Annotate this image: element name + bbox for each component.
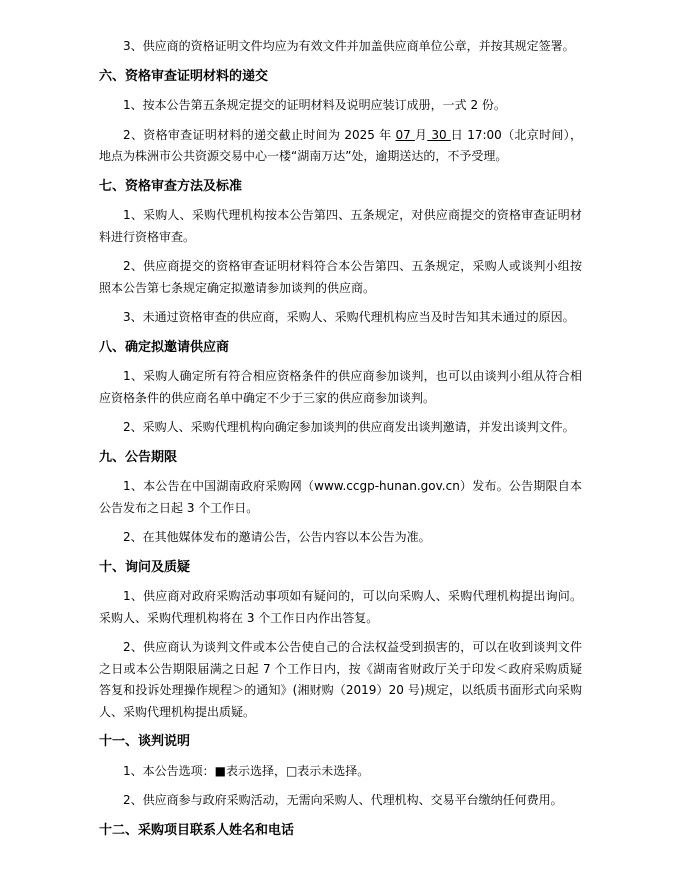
paragraph — [99, 586, 582, 629]
paragraph — [99, 366, 582, 409]
section-heading — [99, 731, 582, 753]
text-run: 1、采购人确定所有符合相应资格条件的供应商参加谈判，也可以由谈判小组从符合相应资格条件的供应商名单中确定不少于三家的供应商参加谈判。 — [99, 369, 582, 405]
text-run: 1、本公告在中国湖南政府采购网（www.ccgp-hunan.gov.cn）发布。公告期限自本公告发布之日起 3 个工作日。 — [99, 479, 582, 515]
text-run: 2、资格审查证明材料的递交截止时间为 2025 年 — [123, 127, 396, 142]
text-run: 月 — [414, 127, 428, 142]
text-run: 2、供应商参与政府采购活动，无需向采购人、代理机构、交易平台缴纳任何费用。 — [123, 793, 563, 807]
text-run: 3、供应商的资格证明文件均应为有效文件并加盖供应商单位公章，并按其规定签署。 — [123, 39, 575, 53]
section-heading — [99, 820, 582, 842]
text-run: 2、采购人、采购代理机构向确定参加谈判的供应商发出谈判邀请，并发出谈判文件。 — [123, 420, 575, 434]
paragraph — [99, 417, 582, 439]
text-run: 2、供应商认为谈判文件或本公告使自己的合法权益受到损害的，可以在收到谈判文件之日或本公告期限届满之日起 7 个工作日内，按《湖南省财政厅关于印发＜政府采购质疑答复和投诉处理操作规程＞的通知》(湘财购（2019）20 号)规定，以纸质书面形式向采购人、采购代理机构提出质疑。 — [99, 640, 582, 719]
section-heading — [99, 176, 582, 198]
text-run: 3、未通过资格审查的供应商，采购人、采购代理机构应当及时告知其未通过的原因。 — [123, 310, 575, 324]
text-run: 九、公告期限 — [99, 449, 178, 465]
paragraph — [99, 256, 582, 299]
section-heading — [99, 557, 582, 579]
paragraph — [99, 36, 582, 58]
text-run: 2、在其他媒体发布的邀请公告，公告内容以本公告为准。 — [123, 530, 431, 544]
paragraph — [99, 476, 582, 519]
text-run: 七、资格审查方法及标准 — [99, 178, 243, 194]
section-heading — [99, 447, 582, 469]
paragraph — [99, 761, 582, 783]
text-run: 1、本公告选项：■表示选择，□表示未选择。 — [123, 763, 370, 778]
paragraph — [99, 527, 582, 549]
section-heading — [99, 66, 582, 88]
underlined-date-field: 30 — [427, 127, 451, 142]
text-run: 十二、采购项目联系人姓名和电话 — [99, 822, 295, 838]
underlined-date-field: 07 — [395, 127, 415, 142]
text-run: 1、采购人、采购代理机构按本公告第四、五条规定，对供应商提交的资格审查证明材料进行资格审查。 — [99, 208, 582, 244]
text-run: 1、按本公告第五条规定提交的证明材料及说明应装订成册，一式 2 份。 — [123, 98, 506, 112]
section-heading — [99, 337, 582, 359]
document-content — [99, 36, 582, 841]
paragraph — [99, 637, 582, 723]
text-run: 1、供应商对政府采购活动事项如有疑问的，可以向采购人、采购代理机构提出询问。采购人、采购代理机构将在 3 个工作日内作出答复。 — [99, 589, 582, 625]
text-run: 六、资格审查证明材料的递交 — [99, 68, 269, 84]
paragraph — [99, 205, 582, 248]
paragraph — [99, 790, 582, 812]
text-run: 十、询问及质疑 — [99, 559, 191, 575]
text-run: 十一、谈判说明 — [99, 734, 191, 749]
paragraph — [99, 307, 582, 329]
text-run: 日 17:00（北京时间），地点为株洲市公共资源交易中心一楼“湖南万达”处，逾期送达的，不予受理。 — [99, 127, 582, 163]
paragraph — [99, 125, 582, 168]
paragraph — [99, 95, 582, 117]
text-run: 八、确定拟邀请供应商 — [99, 339, 230, 355]
text-run: 2、供应商提交的资格审查证明材料符合本公告第四、五条规定，采购人或谈判小组按照本公告第七条规定确定拟邀请参加谈判的供应商。 — [99, 259, 582, 295]
